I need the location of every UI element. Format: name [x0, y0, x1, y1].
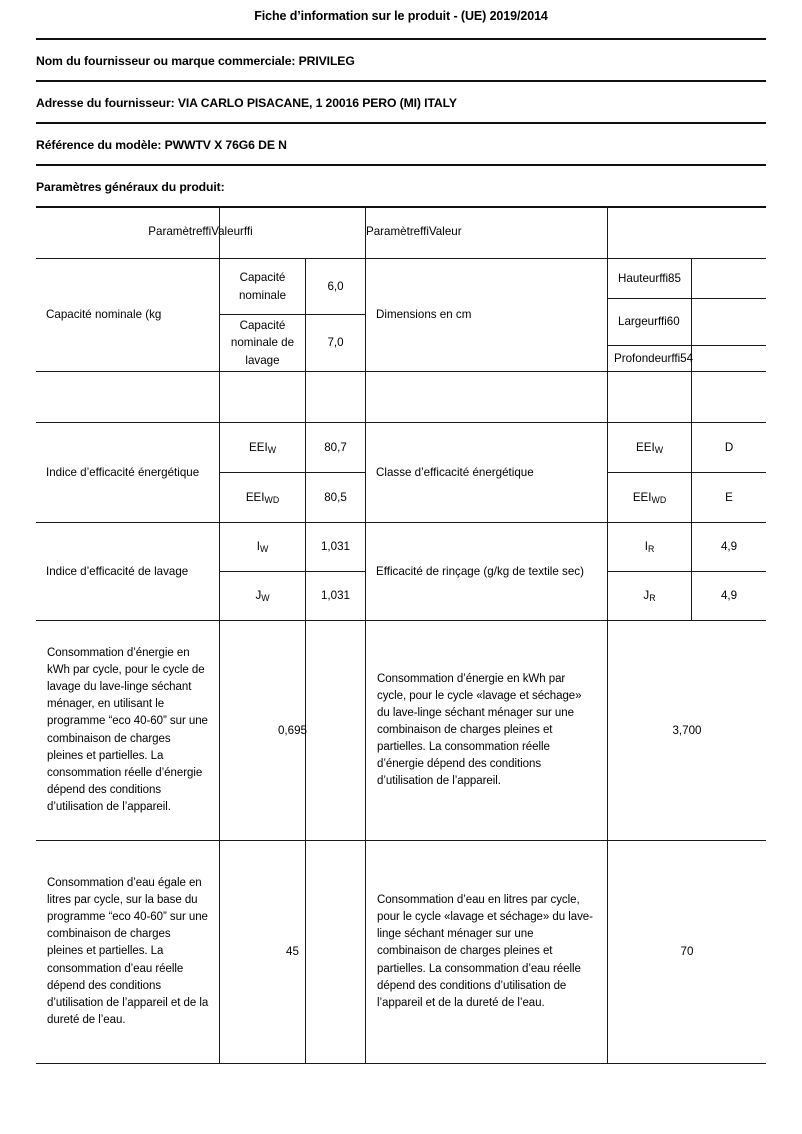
- energy-consumption-right-value: 3,700: [672, 723, 702, 737]
- dimension-depth-row: Profondeurffi54: [614, 351, 694, 365]
- header-divider-2: [36, 80, 766, 82]
- energy-consumption-left-value: 0,695: [277, 723, 307, 737]
- table-header-right-group: ParamètreffiValeur: [366, 225, 462, 239]
- model-reference-line: Référence du modèle: PWWTV X 76G6 DE N: [36, 138, 287, 152]
- table-header-left-group: ParamètreffiValeurffi: [148, 225, 253, 239]
- header-divider-4: [36, 164, 766, 166]
- energy-class-eei-wd-value: E: [725, 490, 733, 504]
- energy-consumption-left-description: Consommation d’énergie en kWh par cycle, pour le cycle de lavage du lave-linge séchant ménager, en utilisant le programme “eco 40-60” sur une combinaison de charges pleines et partielles. La consommation réelle d’énergie dépend des conditions d’utilisation de l’appareil.: [47, 647, 208, 813]
- capacity-wash-nominal-label: Capacité nominale de lavage: [230, 319, 295, 367]
- wash-index-row-label: Indice d’efficacité de lavage: [46, 564, 189, 578]
- dimension-height-row: Hauteurffi85: [618, 271, 681, 285]
- page-title: Fiche d’information sur le produit - (UE) 2019/2014: [254, 9, 548, 23]
- header-divider-3: [36, 122, 766, 124]
- product-parameters-table: [36, 206, 766, 1064]
- rinse-efficiency-label: Efficacité de rinçage (g/kg de textile sec): [376, 564, 584, 578]
- capacity-nominal-label: Capacité nominale: [238, 271, 287, 302]
- jw-value: 1,031: [320, 589, 350, 603]
- energy-class-label: Classe d’efficacité énergétique: [376, 465, 534, 479]
- dimension-width-row: Largeurffi60: [618, 315, 680, 329]
- capacity-row-label: Capacité nominale (kg: [46, 308, 162, 322]
- water-consumption-right-value: 70: [680, 945, 694, 959]
- water-consumption-right-description: Consommation d’eau en litres par cycle, pour le cycle «lavage et séchage» du lave-linge séchant ménager sur une combinaison de charges pleines et partielles. La consommation d’eau réelle dépend des conditions d’utilisation de l’appareil et de la dureté de l’eau.: [377, 894, 593, 1009]
- ir-value: 4,9: [720, 540, 738, 554]
- energy-consumption-right-description: Consommation d’énergie en kWh par cycle, pour le cycle «lavage et séchage» du lave-linge séchant ménager sur une combinaison de charges pleines et partielles. La consommation réelle d’énergie dépend des conditions d’utilisation de l’appareil.: [377, 672, 582, 788]
- eei-wd-label: $EEI_{WD}$: [245, 490, 280, 505]
- energy-class-eei-w-label: $EEI_W$: [636, 440, 663, 455]
- general-parameters-heading: Paramètres généraux du produit:: [36, 180, 225, 194]
- header-divider-1: [36, 38, 766, 40]
- dimensions-label: Dimensions en cm: [376, 308, 472, 322]
- eei-w-label: $EEI_W$: [249, 440, 276, 455]
- eei-wd-value: 80,5: [324, 490, 347, 504]
- water-consumption-left-description: Consommation d’eau égale en litres par cycle, sur la base du programme “eco 40-60” sur une combinaison de charges pleines et partielles. La consommation d’eau réelle dépend des conditions d’utilisation de l’appareil et de la dureté de l’eau.: [47, 877, 209, 1026]
- jr-value: 4,9: [720, 589, 738, 603]
- jr-label: $J_R$: [643, 589, 656, 604]
- iw-label: $I_W$: [256, 540, 269, 555]
- energy-index-row-label: Indice d’efficacité énergétique: [46, 465, 200, 479]
- energy-class-eei-wd-label: $EEI_{WD}$: [632, 490, 667, 505]
- supplier-address-line: Adresse du fournisseur: VIA CARLO PISACANE, 1 20016 PERO (MI) ITALY: [36, 96, 457, 110]
- water-consumption-left-value: 45: [286, 945, 299, 959]
- table-border-bottom: [36, 1063, 766, 1064]
- table-row-divider-capacity: [36, 371, 766, 372]
- capacity-nominal-value: 6,0: [327, 279, 344, 293]
- ir-label: $I_R$: [644, 540, 655, 555]
- supplier-name-line: Nom du fournisseur ou marque commerciale: PRIVILEG: [36, 54, 355, 68]
- eei-w-value: 80,7: [324, 440, 347, 454]
- energy-class-eei-w-value: D: [724, 440, 734, 454]
- jw-label: $J_W$: [255, 589, 270, 604]
- capacity-wash-nominal-value: 7,0: [327, 336, 344, 350]
- iw-value: 1,031: [320, 540, 350, 554]
